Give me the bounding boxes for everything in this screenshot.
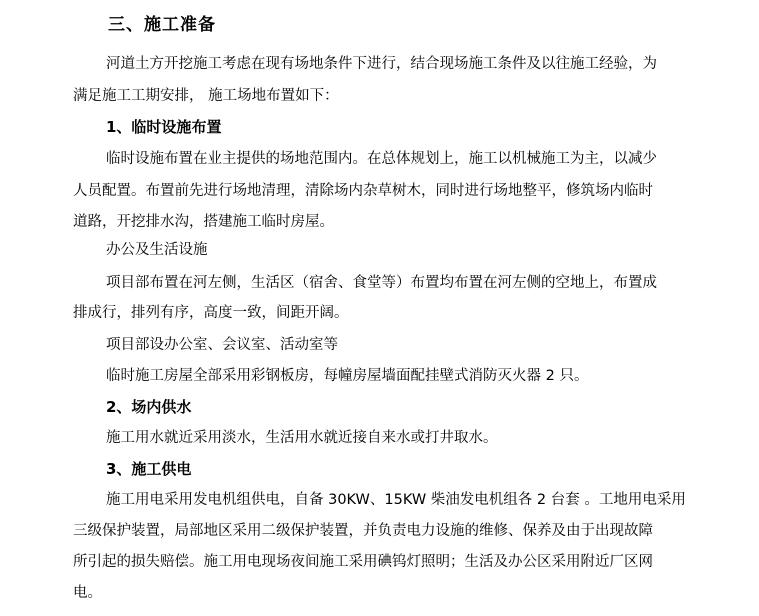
paragraph-line: 施工用水就近采用淡水，生活用水就近接自来水或打井取水。 xyxy=(106,430,498,446)
paragraph-line: 电。 xyxy=(73,585,102,601)
paragraph-line: 三级保护装置，局部地区采用二级保护装置，并负责电力设施的维修、保养及由于出现故障 xyxy=(73,523,653,539)
section-heading: 1、临时设施布置 xyxy=(106,118,222,136)
paragraph-line: 施工用电采用发电机组供电，自备 30KW、15KW 柴油发电机组各 2 台套 。工地用电采用 xyxy=(106,492,686,508)
paragraph-line: 临时施工房屋全部采用彩钢板房，每幢房屋墙面配挂壁式消防灭火器 2 只。 xyxy=(106,368,589,384)
paragraph-line: 排成行，排列有序，高度一致，间距开阔。 xyxy=(73,305,349,321)
paragraph-line: 人员配置。布置前先进行场地清理，清除场内杂草树木，同时进行场地整平，修筑场内临时 xyxy=(73,183,653,199)
paragraph-line: 临时设施布置在业主提供的场地范围内。在总体规划上，施工以机械施工为主，以减少 xyxy=(106,151,657,167)
section-heading: 2、场内供水 xyxy=(106,398,192,416)
paragraph-line: 项目部布置在河左侧，生活区（宿舍、食堂等）布置均布置在河左侧的空地上，布置成 xyxy=(106,275,657,291)
paragraph-line: 道路，开挖排水沟，搭建施工临时房屋。 xyxy=(73,214,334,230)
paragraph-line: 项目部设办公室、会议室、活动室等 xyxy=(106,337,338,353)
paragraph-line: 河道土方开挖施工考虑在现有场地条件下进行，结合现场施工条件及以往施工经验，为 xyxy=(106,56,657,72)
section-heading: 3、施工供电 xyxy=(106,460,192,478)
paragraph-line: 所引起的损失赔偿。施工用电现场夜间施工采用碘钨灯照明；生活及办公区采用附近厂区网 xyxy=(73,554,653,570)
paragraph-line: 满足施工工期安排， 施工场地布置如下： xyxy=(73,88,339,104)
subsection-label: 办公及生活设施 xyxy=(106,242,208,258)
page-title: 三、施工准备 xyxy=(108,15,216,35)
